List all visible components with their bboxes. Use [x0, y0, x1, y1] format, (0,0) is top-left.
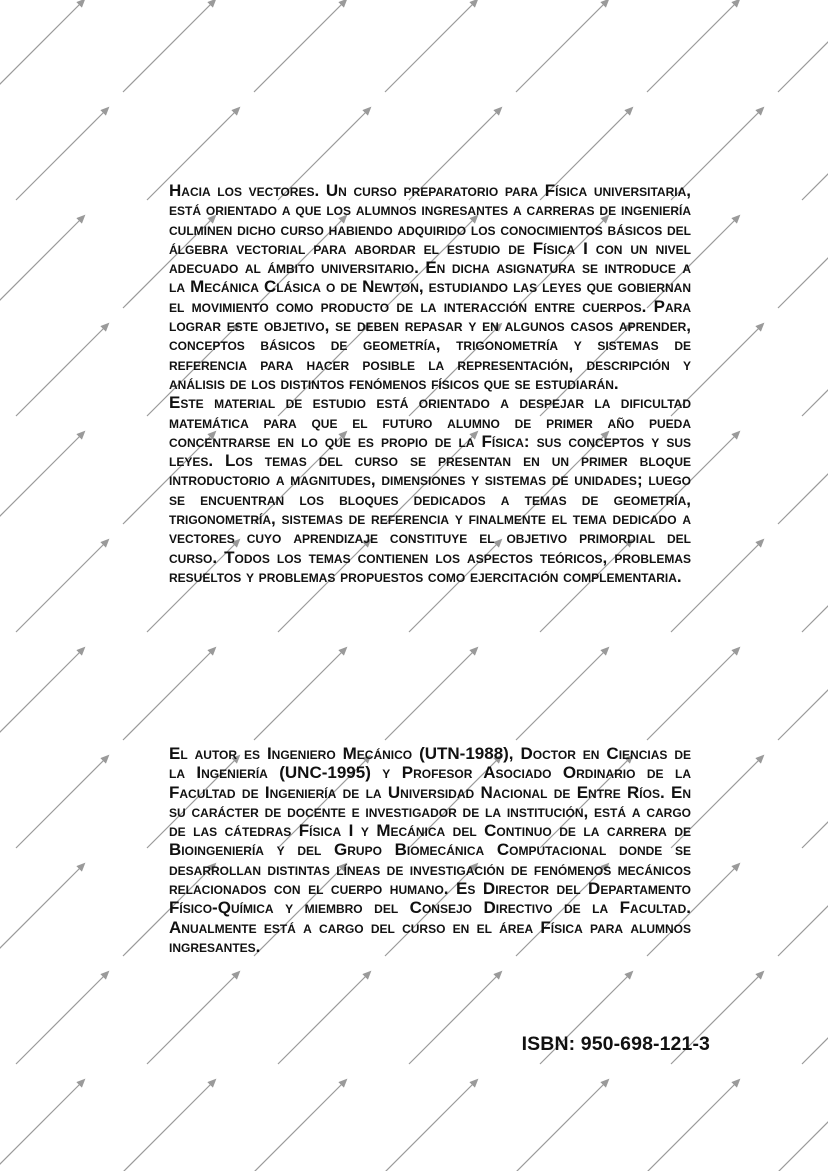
diagonal-arrow-icon [254, 0, 346, 92]
diagonal-arrow-icon [0, 0, 84, 92]
diagonal-arrow-icon [385, 1080, 477, 1171]
diagonal-arrow-icon [778, 216, 828, 308]
diagonal-arrow-icon [0, 648, 84, 740]
diagonal-arrow-icon [385, 0, 477, 92]
diagonal-arrow-icon [802, 108, 828, 200]
synopsis-section [169, 181, 691, 586]
diagonal-arrow-icon [254, 648, 346, 740]
author-bio-paragraph: El autor es Ingeniero Mecánico (UTN-1988), Doctor en Ciencias de la Ingeniería (UNC-1995) y Profesor Asociado Ordinario de la Facultad de Ingeniería de la Universidad Nacional de Entre Ríos. En su carácter de docente e investigador de la institución, está a cargo de las cátedras Física I y Mecánica del Continuo de la carrera de Bioingeniería y del Grupo Biomecánica Computacional donde se desarrollan distintas líneas de investigación de fenómenos mecánicos relacionados con el cuerpo humano. Es Director del Departamento Físico-Química y miembro del Consejo Directivo de la Facultad. Anualmente está a cargo del curso en el área Física para alumnos ingresantes. [169, 744, 691, 956]
diagonal-arrow-icon [123, 0, 215, 92]
diagonal-arrow-icon [778, 864, 828, 956]
diagonal-arrow-icon [409, 972, 501, 1064]
synopsis-paragraph-2: Este material de estudio está orientado a despejar la dificultad matemática para que el futuro alumno de primer año pueda concentrarse en lo que es propio de la Física: sus conceptos y sus leyes. Los temas del curso se presentan en un primer bloque introductorio a magnitudes, dimensiones y sistemas de unidades; luego se encuentran los bloques dedicados a temas de geometría, trigonometría, sistemas de referencia y finalmente el tema dedicado a vectores cuyo aprendizaje constituye el objetivo primordial del curso. Todos los temas contienen los aspectos teóricos, problemas resueltos y problemas propuestos como ejercitación complementaria. [169, 393, 691, 586]
diagonal-arrow-icon [0, 864, 84, 956]
diagonal-arrow-icon [647, 648, 739, 740]
diagonal-arrow-icon [516, 0, 608, 92]
diagonal-arrow-icon [16, 972, 108, 1064]
diagonal-arrow-icon [147, 972, 239, 1064]
diagonal-arrow-icon [647, 1080, 739, 1171]
diagonal-arrow-icon [802, 972, 828, 1064]
diagonal-arrow-icon [385, 648, 477, 740]
diagonal-arrow-icon [16, 756, 108, 848]
diagonal-arrow-icon [278, 972, 370, 1064]
diagonal-arrow-icon [16, 108, 108, 200]
author-bio-section [169, 744, 691, 956]
isbn-label: ISBN: 950-698-121-3 [521, 1033, 710, 1055]
diagonal-arrow-icon [647, 0, 739, 92]
diagonal-arrow-icon [0, 1080, 84, 1171]
diagonal-arrow-icon [778, 432, 828, 524]
diagonal-arrow-icon [516, 1080, 608, 1171]
diagonal-arrow-icon [123, 648, 215, 740]
diagonal-arrow-icon [16, 540, 108, 632]
diagonal-arrow-icon [778, 1080, 828, 1171]
diagonal-arrow-icon [778, 648, 828, 740]
diagonal-arrow-icon [516, 648, 608, 740]
diagonal-arrow-icon [254, 1080, 346, 1171]
diagonal-arrow-icon [16, 324, 108, 416]
diagonal-arrow-icon [778, 0, 828, 92]
diagonal-arrow-icon [802, 324, 828, 416]
diagonal-arrow-icon [0, 216, 84, 308]
diagonal-arrow-icon [123, 1080, 215, 1171]
diagonal-arrow-icon [802, 540, 828, 632]
synopsis-paragraph-1: Hacia los vectores. Un curso preparatorio para Física universitaria, está orientado a que los alumnos ingresantes a carreras de ingeniería culminen dicho curso habiendo adquirido los conocimientos básicos del álgebra vectorial para abordar el estudio de Física I con un nivel adecuado al ámbito universitario. En dicha asignatura se introduce a la Mecánica Clásica o de Newton, estudiando las leyes que gobiernan el movimiento como producto de la interacción entre cuerpos. Para lograr este objetivo, se deben repasar y en algunos casos aprender, conceptos básicos de geometría, trigonometría y sistemas de referencia para hacer posible la representación, descripción y análisis de los distintos fenómenos físicos que se estudiarán. [169, 181, 691, 393]
diagonal-arrow-icon [802, 756, 828, 848]
diagonal-arrow-icon [0, 432, 84, 524]
